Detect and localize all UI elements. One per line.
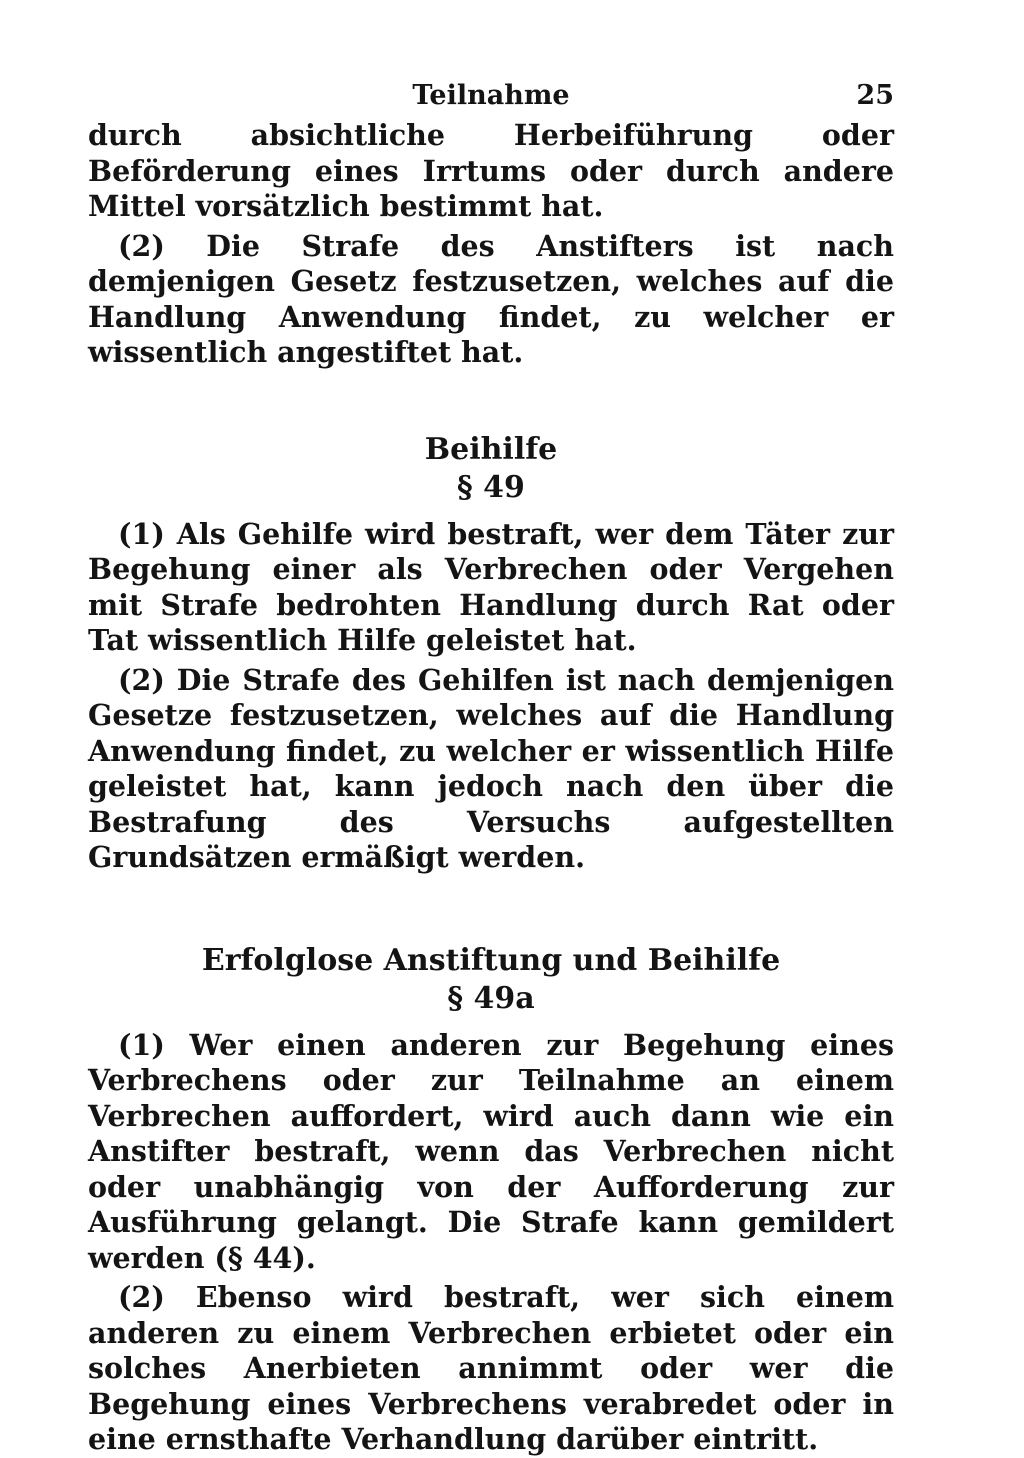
running-header: [88, 78, 894, 118]
section-beihilfe: [88, 431, 894, 507]
paragraph-2-anstifter: (2) Die Strafe des Anstifters ist nach demjenigen Gesetz festzusetzen, welches auf die Handlung Anwendung findet, zu welcher er wissentlich angestiftet hat.: [88, 228, 894, 369]
section-number: § 49: [457, 469, 525, 505]
section-title: Erfolglose Anstiftung und Beihilfe: [201, 942, 781, 978]
paragraph: (2) Ebenso wird bestraft, wer sich einem anderen zu einem Verbrechen erbietet oder ein solches Anerbieten annimmt oder wer die Begehung eines Verbrechens verabredet oder in eine ernsthafte Verhandlung darüber eintritt.: [88, 1280, 894, 1456]
paragraph: (1) Als Gehilfe wird bestraft, wer dem Täter zur Begehung einer als Verbrechen oder Vergehen mit Strafe bedrohten Handlung durch Rat oder Tat wissentlich Hilfe geleistet hat.: [88, 516, 894, 657]
section-title: Beihilfe: [424, 431, 558, 467]
document-page: [88, 78, 894, 1458]
section-number: § 49a: [447, 980, 535, 1016]
paragraph: (1) Wer einen anderen zur Begehung eines Verbrechens oder zur Teilnahme an einem Verbrechen auffordert, wird auch dann wie ein Anstifter bestraft, wenn das Verbrechen nicht oder unabhängig von der Aufforderung zur Ausführung gelangt. Die Strafe kann gemildert werden (§ 44).: [88, 1027, 894, 1275]
header-title: Teilnahme: [412, 80, 570, 111]
continued-paragraph: durch absichtliche Herbeiführung oder Beförderung eines Irrtums oder durch andere Mittel vorsätzlich bestimmt hat.: [88, 118, 894, 223]
page-number: 25: [856, 80, 894, 111]
section-erfolglose-anstiftung: [88, 942, 894, 1018]
paragraph: (2) Die Strafe des Gehilfen ist nach demjenigen Gesetze festzusetzen, welches auf die Handlung Anwendung findet, zu welcher er wissentlich Hilfe geleistet hat, kann jedoch nach den über die Bestrafung des Versuchs aufgestellten Grundsätzen ermäßigt werden.: [88, 662, 894, 874]
